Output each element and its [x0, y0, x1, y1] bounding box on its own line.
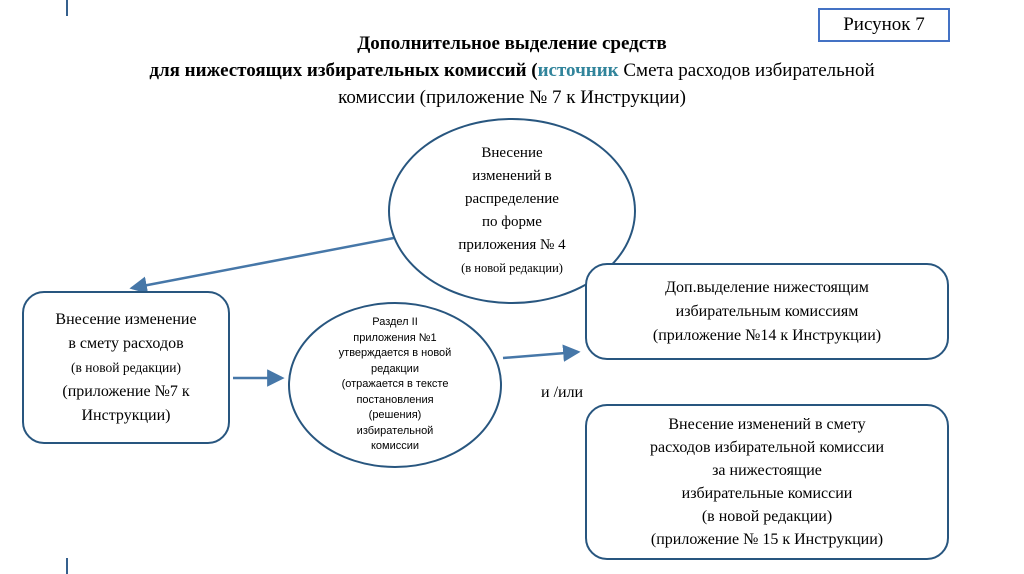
node-line: комиссии [370, 440, 420, 453]
node-line: избирательные комиссии [681, 485, 853, 502]
node-line: Доп.выделение нижестоящим [665, 278, 869, 296]
node-line: (в новой редакции) [461, 261, 563, 275]
node-line: избирательной [356, 424, 434, 437]
figure-label: Рисунок 7 [843, 14, 925, 35]
arrow-top-ellipse-to-left-box [132, 237, 399, 288]
node-line: расходов избирательной комиссии [649, 439, 885, 456]
node-line: Внесение изменение [55, 310, 197, 328]
node-line: в смету расходов [68, 334, 184, 352]
node-line: (приложение №7 к [62, 382, 190, 400]
title-source-highlight: источник [537, 60, 619, 81]
node-line: (в новой редакции) [70, 359, 181, 375]
node-budget-change-for-lower-commissions-box [585, 404, 949, 560]
and-or-label: и /или [541, 384, 584, 401]
slide-title [0, 30, 1024, 111]
node-line: избирательным комиссиям [675, 302, 859, 320]
node-line: приложения №1 [353, 331, 437, 344]
node-line: (приложение №14 к Инструкции) [652, 326, 882, 344]
node-line: Внесение [481, 145, 543, 161]
title-line-1: Дополнительное выделение средств [357, 33, 667, 54]
node-line: редакции [371, 362, 419, 375]
node-line: распределение [465, 191, 559, 207]
node-line: (отражается в тексте [341, 378, 449, 391]
node-line: приложения № 4 [458, 237, 566, 253]
title-line-2-prefix: для нижестоящих избирательных комиссий ( [149, 60, 538, 81]
slide-border-fragment-bottom [66, 558, 68, 574]
node-line: Инструкции) [81, 406, 171, 424]
node-line: (решения) [368, 409, 422, 422]
arrow-mid-ellipse-to-right-top-box [503, 352, 578, 358]
title-line-3: комиссии (приложение № 7 к Инструкции) [338, 87, 686, 108]
node-line: утверждается в новой [338, 347, 452, 360]
node-line: (в новой редакции) [701, 508, 833, 525]
node-line: (приложение № 15 к Инструкции) [650, 531, 884, 548]
node-line: постановления [356, 393, 434, 406]
node-line: по форме [482, 214, 542, 230]
node-additional-allocation-box [585, 263, 949, 360]
node-line: за нижестоящие [712, 462, 822, 479]
node-change-budget-box [22, 291, 230, 444]
slide-border-fragment-top [66, 0, 68, 16]
node-line: Внесение изменений в смету [668, 416, 866, 433]
node-line: изменений в [472, 168, 552, 184]
title-line-2-suffix: Смета расходов избирательной [618, 60, 875, 81]
title-line-2 [0, 57, 1024, 84]
node-section-ii-ellipse [288, 302, 502, 468]
node-line: Раздел II [372, 316, 418, 329]
